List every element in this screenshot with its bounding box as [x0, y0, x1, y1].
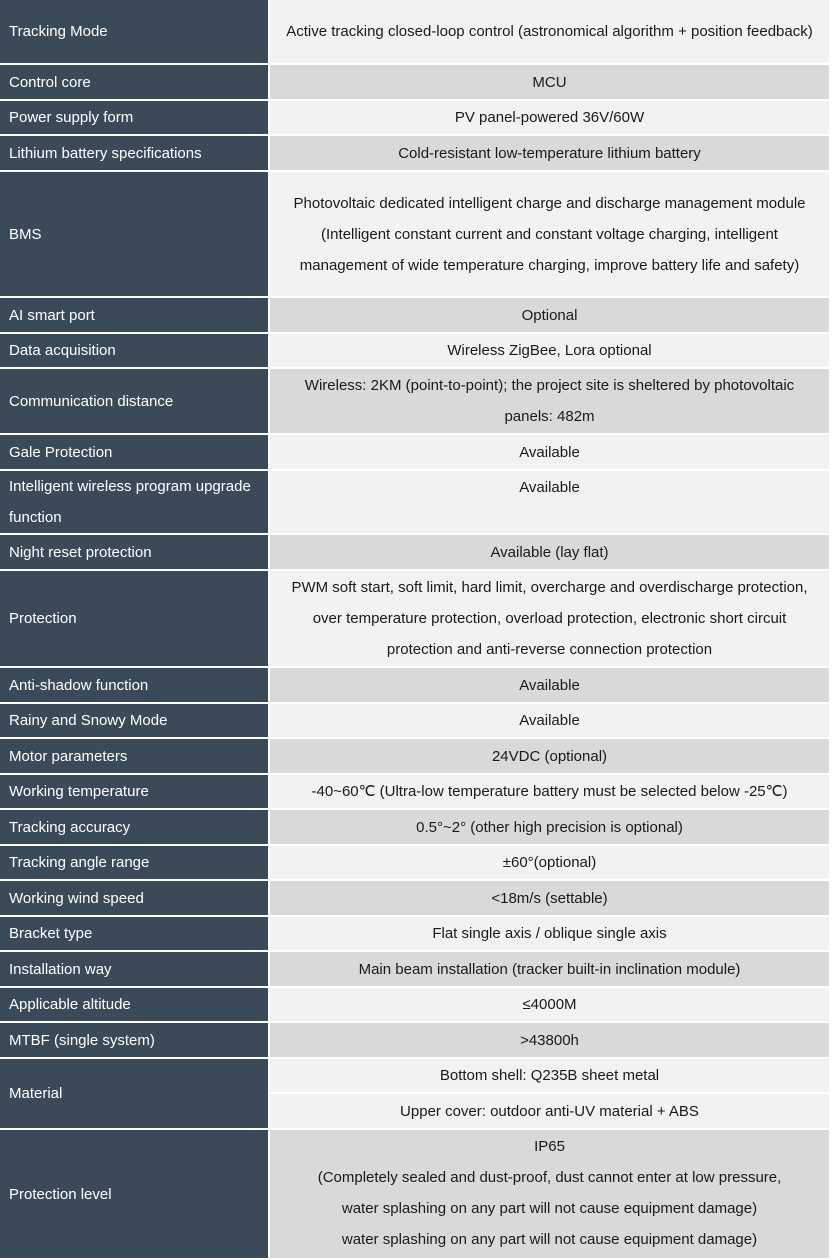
table-row [0, 297, 829, 333]
row-value: Optional [269, 297, 829, 333]
table-row [0, 135, 829, 171]
row-label: Working temperature [0, 774, 269, 809]
table-row [0, 0, 829, 64]
protection-level-line: water splashing on any part will not cause equipment damage) [341, 1200, 758, 1217]
row-value: MCU [269, 64, 829, 100]
row-value: Available [269, 703, 829, 738]
table-row [0, 703, 829, 738]
row-value: 0.5°~2° (other high precision is optional) [269, 809, 829, 845]
table-row [0, 100, 829, 135]
table-row [0, 774, 829, 809]
row-label: Control core [0, 64, 269, 100]
row-value: 24VDC (optional) [269, 738, 829, 774]
row-label: AI smart port [0, 297, 269, 333]
material-section [0, 1058, 829, 1129]
table-row [0, 470, 829, 534]
protection-level-section [0, 1129, 829, 1259]
table-row [0, 333, 829, 368]
table-row [0, 368, 829, 434]
row-label: Protection level [0, 1129, 269, 1259]
row-label: Working wind speed [0, 880, 269, 916]
table-row [0, 951, 829, 987]
row-value: Available [269, 470, 829, 534]
row-label: Tracking angle range [0, 845, 269, 880]
row-value: Wireless ZigBee, Lora optional [269, 333, 829, 368]
row-label: BMS [0, 171, 269, 297]
protection-level-line: water splashing on any part will not cause equipment damage) [341, 1231, 758, 1248]
table-row [0, 1022, 829, 1058]
row-value [269, 1129, 829, 1259]
row-label: Lithium battery specifications [0, 135, 269, 171]
row-value: -40~60℃ (Ultra-low temperature battery must be selected below -25℃) [269, 774, 829, 809]
row-label: Applicable altitude [0, 987, 269, 1022]
row-value: Upper cover: outdoor anti-UV material + ABS [269, 1093, 829, 1129]
table-row [0, 845, 829, 880]
table-row [0, 916, 829, 951]
row-value: Available [269, 434, 829, 470]
table-row [0, 880, 829, 916]
row-label: Power supply form [0, 100, 269, 135]
row-value: Available [269, 667, 829, 703]
table-row [0, 987, 829, 1022]
row-label: Bracket type [0, 916, 269, 951]
row-value: Cold-resistant low-temperature lithium battery [269, 135, 829, 171]
row-value: PWM soft start, soft limit, hard limit, overcharge and overdischarge protection, over temperature protection, overload protection, electronic short circuit protection and anti-reverse connection protection [269, 570, 829, 667]
table-row [0, 738, 829, 774]
row-label: Communication distance [0, 368, 269, 434]
row-value: Available (lay flat) [269, 534, 829, 570]
row-value: PV panel-powered 36V/60W [269, 100, 829, 135]
row-value: Wireless: 2KM (point-to-point); the project site is sheltered by photovoltaic panels: 482m [269, 368, 829, 434]
row-value: ≤4000M [269, 987, 829, 1022]
table-row-material [0, 1058, 829, 1093]
row-label: Motor parameters [0, 738, 269, 774]
row-label: Gale Protection [0, 434, 269, 470]
row-label: Protection [0, 570, 269, 667]
protection-level-line: IP65 [534, 1138, 565, 1155]
row-value: Flat single axis / oblique single axis [269, 916, 829, 951]
row-label: Material [0, 1058, 269, 1129]
table-row [0, 434, 829, 470]
row-value: Bottom shell: Q235B sheet metal [269, 1058, 829, 1093]
row-label: MTBF (single system) [0, 1022, 269, 1058]
table-row [0, 534, 829, 570]
row-label: Tracking Mode [0, 0, 269, 64]
row-label: Night reset protection [0, 534, 269, 570]
row-label: Anti-shadow function [0, 667, 269, 703]
row-label: Data acquisition [0, 333, 269, 368]
row-label: Tracking accuracy [0, 809, 269, 845]
table-row [0, 667, 829, 703]
row-label: Intelligent wireless program upgrade function [0, 470, 269, 534]
row-label: Installation way [0, 951, 269, 987]
row-value: Main beam installation (tracker built-in inclination module) [269, 951, 829, 987]
protection-level-line: (Completely sealed and dust-proof, dust cannot enter at low pressure, [317, 1169, 782, 1186]
row-label: Rainy and Snowy Mode [0, 703, 269, 738]
table-row [0, 570, 829, 667]
row-value: >43800h [269, 1022, 829, 1058]
row-value: ±60°(optional) [269, 845, 829, 880]
row-value: Photovoltaic dedicated intelligent charge and discharge management module (Intelligent constant current and constant voltage charging, intelligent management of wide temperature charging, improve battery life and safety) [269, 171, 829, 297]
row-value: Active tracking closed-loop control (astronomical algorithm + position feedback) [269, 0, 829, 64]
table-row [0, 171, 829, 297]
table-row-protection-level [0, 1129, 829, 1259]
table-row [0, 64, 829, 100]
row-value: <18m/s (settable) [269, 880, 829, 916]
table-row [0, 809, 829, 845]
